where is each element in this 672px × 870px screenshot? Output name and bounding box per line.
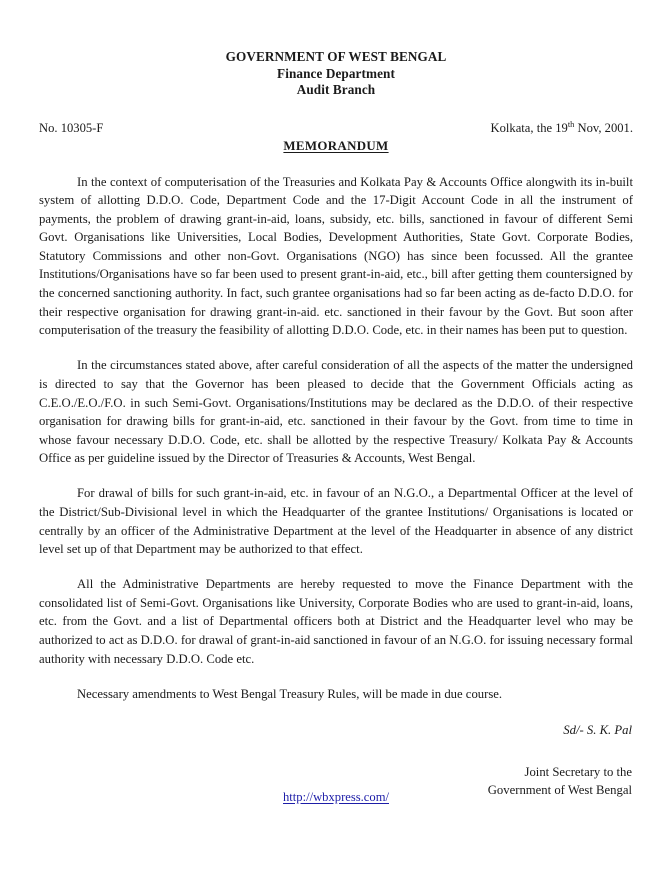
footer [0, 788, 672, 806]
signature-name: Sd/- S. K. Pal [563, 723, 632, 738]
memo-number: No. 10305-F [39, 120, 104, 135]
memo-date-prefix: Kolkata, the 19 [490, 120, 568, 135]
body-paragraph-4: All the Administrative Departments are hereby requested to move the Finance Department with the consolidated list of Semi-Govt. Organisations like University, Corporate Bodies who are used to grant-in-aid, loans, etc. from the Govt. and a list of Departmental officers both at District and the Headquarter level who may be authorized to act as D.D.O. for drawal of grant-in-aid sanctioned in favour of an N.G.O. for issuing necessary formal authority with necessary D.D.O. Code etc. [39, 577, 633, 666]
memo-date-ordinal-suffix: th [567, 119, 575, 129]
reference-row [39, 120, 633, 136]
body-paragraph-1: In the context of computerisation of the Treasuries and Kolkata Pay & Accounts Office alongwith its in-built system of allotting D.D.O. Code, Department Code and the 17-Digit Account Code in all the instrument of payments, the problem of drawing grant-in-aid, loans, subsidy, etc. bills, sanctioned in favour of different Semi Govt. Organisations like Universities, Local Bodies, Development Authorities, State Govt. Corporate Bodies, Statutory Commissions and other non-Govt. Organisations (NGO) has since been focussed. All the grantee Institutions/Organisations have so far been used to present grant-in-aid, etc., bill after getting them countersigned by the concerned sanctioning authority. In fact, such grantee organisations had so far been acting as de-facto D.D.O. for their respective organisation for drawing grant-in-aid. etc. sanctioned in their favour by the Govt. But soon after computerisation of the treasury the feasibility of allotting D.D.O. Code, etc. in their names has been put to question. [39, 174, 633, 338]
letterhead-line-department: Finance Department [277, 65, 395, 81]
memorandum-title: MEMORANDUM [283, 138, 389, 153]
body-paragraph-5: Necessary amendments to West Bengal Treasury Rules, will be made in due course. [77, 686, 503, 701]
signature-designation-line-1: Joint Secretary to the [524, 765, 632, 780]
letterhead-line-government: GOVERNMENT OF WEST BENGAL [225, 49, 447, 64]
memo-date-suffix: Nov, 2001. [574, 120, 633, 135]
body-paragraph-2: In the circumstances stated above, after careful consideration of all the aspects of the matter the undersigned is directed to say that the Governor has been pleased to decide that the Government Officials acting as C.E.O./E.O./F.O. in such Semi-Govt. Organisations/Institutions may be declared as the D.D.O. of their respective organisation for drawing bills for grant-in-aid, etc. sanctioned in their favour by the Govt. from time to time in whose favour necessary D.D.O. Code, etc. shall be allotted by the respective Treasury/ Kolkata Pay & Accounts Office as per guideline issued by the Director of Treasuries & Accounts, West Bengal. [39, 358, 633, 466]
memorandum-body [39, 173, 633, 704]
memorandum-title-container [39, 137, 633, 155]
memo-place-date [491, 120, 633, 136]
body-paragraph-3: For drawal of bills for such grant-in-aid, etc. in favour of an N.G.O., a Departmental Officer at the level of the District/Sub-Divisional level in which the Headquarter of the grantee Institutions/ Organisations is located or centrally by an officer of the Administrative Department at the level of the Headquarter in absence of any district level set up of that Department may be authorized to that effect. [39, 486, 633, 557]
source-website-link[interactable]: http://wbxpress.com/ [283, 790, 389, 804]
signature-designation-line-2: Government of West Bengal [487, 782, 632, 797]
letterhead [39, 49, 633, 99]
letterhead-line-branch: Audit Branch [296, 82, 376, 97]
